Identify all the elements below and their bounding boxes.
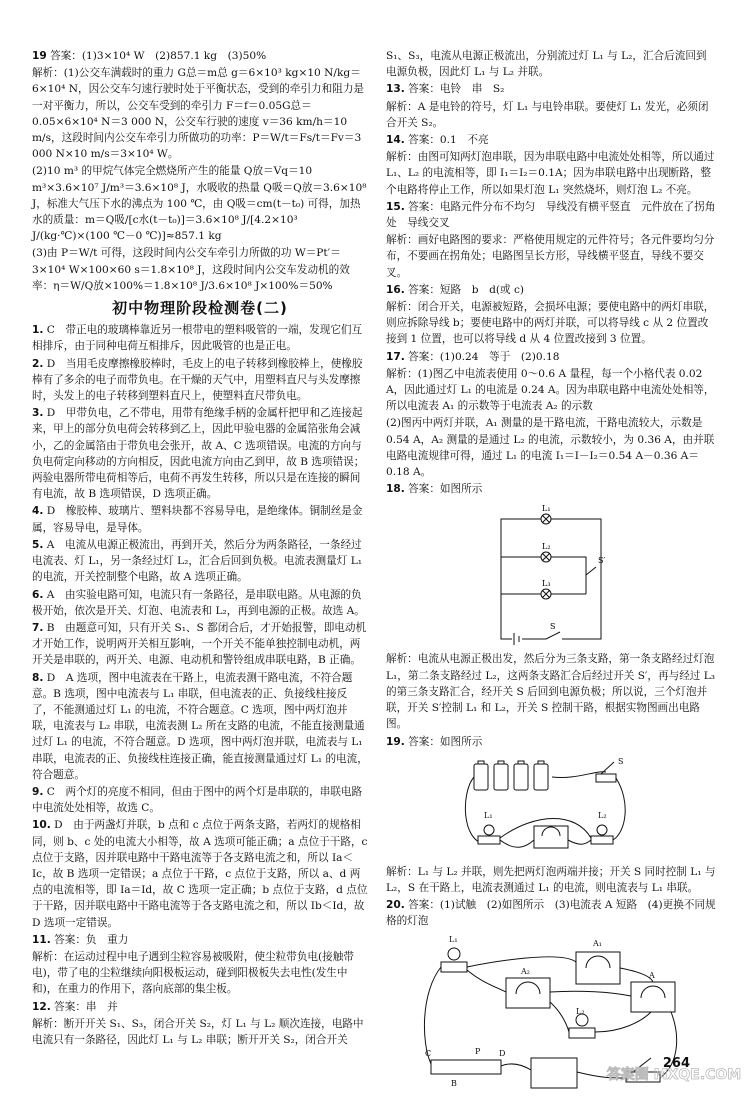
lamp-l1 <box>484 825 494 835</box>
item-text: 答案：(1)0.24 等于 (2)0.18 <box>408 350 560 363</box>
right-column <box>386 48 716 1104</box>
answer-item <box>32 817 368 930</box>
lamp-l1-base <box>441 962 467 972</box>
switch-base <box>596 774 616 782</box>
figure-label: L₁ <box>484 810 493 820</box>
item-text: 答案：电路元件分布不均匀 导线没有横平竖直 元件放在了拐角处 导线交叉 <box>386 200 716 230</box>
item-text: D 橡胶棒、玻璃片、塑料块都不容易导电，是绝缘体。铜制丝是金属，容易导电，是导体。 <box>32 505 363 534</box>
answer-item <box>386 149 716 198</box>
item-text: 解析：A 是电铃的符号，灯 L₁ 与电铃串联。要使灯 L₁ 发光，必须闭合开关 S₂。 <box>386 100 709 129</box>
lamp-l1 <box>448 948 460 960</box>
answer-item <box>32 784 368 816</box>
item-number: 10. <box>32 819 51 832</box>
answer-item <box>386 897 716 929</box>
item-number: 4. <box>32 505 44 518</box>
battery-cell <box>494 764 508 790</box>
item-text: 答案：如图所示 <box>408 483 483 496</box>
item-number: 17. <box>386 350 405 363</box>
item-number: 11. <box>32 933 51 946</box>
item-text: A 由实验电路可知，电流只有一条路径，是串联电路。从电源的负极开始，依次是开关、灯泡、电流表和 L₂，再到电源的正极。故选 A。 <box>32 588 365 617</box>
item-number: 12. <box>32 1000 51 1013</box>
figure-label: L₁ <box>542 504 551 514</box>
answer-item <box>32 48 368 64</box>
battery-cell <box>474 764 488 790</box>
figure-label: L₂ <box>598 810 607 820</box>
answer-item <box>32 65 368 162</box>
answer-item <box>386 366 716 415</box>
item-text: 解析：(1)图乙中电流表使用 0～0.6 A 量程，每一个小格代表 0.02 A，因此通过灯 L₁ 的电流是 0.24 A。因为串联电路中电流处处相等，所以电流表 A₁ 的示数等于电流表 A₂ 的示数 <box>386 367 715 413</box>
figure-label: S <box>618 756 624 766</box>
item-text: D 由于两盏灯并联，b 点和 c 点位于两条支路，若两灯的规格相同，则 b、c 处的电流大小相等，故 A 选项可能正确；a 点位于干路，c 点位于支路，因并联电路中干路电流等于各支路电流之和，所以 Ia＜Ic，故 B 选项一定错误；a 点位于干路，c 点位于支路，所以 a、d 两点的电流相等，即 Ia＝Id，故 C 选项一定正确；b 点位于支路，d 点位于干路，因并联电路中干路电流等于各支路电流之和，所以 Ib＜Id，故 D 选项一定错误。 <box>32 819 368 929</box>
item-text: 答案：短路 b d(或 c) <box>408 283 525 296</box>
answer-item <box>32 322 368 354</box>
battery-cell <box>514 764 528 790</box>
figure-label: S′ <box>598 556 606 566</box>
lamp-l2-base <box>569 1028 595 1038</box>
section-title: 初中物理阶段检测卷(二) <box>112 299 288 318</box>
answer-item <box>32 245 368 294</box>
answer-item <box>386 734 716 750</box>
watermark-text: 答案圈 MXQE.COM <box>606 1067 742 1083</box>
item-number: 19. <box>386 735 405 748</box>
figure-19-circuit <box>456 752 646 862</box>
battery-box <box>531 1058 577 1088</box>
item-text: 解析：L₁ 与 L₂ 并联，则先把两灯泡两端并接；开关 S 同时控制 L₁ 与 L₂，S 在干路上，电流表测通过 L₁ 的电流，则电流表与 L₁ 串联。 <box>386 865 716 894</box>
item-text: A 电流从电源正极流出，再到开关，然后分为两条路径，一条经过电流表、灯 L₁，另一条经过灯 L₂，汇合后回到负极。电流表测量灯 L₁ 的电流，开关控制整个电路，故 A 选项正确。 <box>32 538 362 584</box>
item-text: D 当用毛皮摩擦橡胶棒时，毛皮上的电子转移到橡胶棒上，使橡胶棒有了多余的电子而带负电。在干燥的天气中，用塑料直尺与头发摩擦时，头发上的电子转移到塑料直尺上，使塑料直尺带负电。 <box>32 357 363 403</box>
answer-item <box>32 356 368 405</box>
item-text: 解析：电流从电源正极出发，然后分为三条支路，第一条支路经过灯泡 L₁，第二条支路经过 L₂，这两条支路汇合后经过开关 S′，再与经过 L₃ 的第三条支路汇合，经开关 S 后回到电源负极；所以说，三个灯泡并联，开关 S′控制 L₁ 和 L₂，开关 S 控制干路，根据实物图画出电路图。 <box>386 653 716 731</box>
answer-item <box>386 864 716 896</box>
lamp-symbol <box>541 514 551 524</box>
item-text: (3)由 P＝W/t 可得，这段时间内公交车牵引力所做的功 W＝Pt′＝3×10⁴ W×100×60 s＝1.8×10⁸ J，这段时间内公交车发动机的效率：η＝W/Q放×100%＝1.8×10⁸ J/3.6×10⁸ J×100%＝50% <box>32 247 350 292</box>
answer-item <box>32 670 368 783</box>
answer-item <box>386 99 716 131</box>
answer-item <box>32 932 368 948</box>
item-text: C 两个灯的亮度不相同，但由于图中的两个灯是串联的，串联电路中电流处处相等，故选 C。 <box>32 785 363 815</box>
answer-item <box>386 651 716 732</box>
figure-label: B <box>451 1078 457 1088</box>
item-number: 1. <box>32 324 44 337</box>
answer-item <box>32 999 368 1015</box>
figure-label: A₁ <box>593 938 602 948</box>
item-number: 20. <box>386 899 405 912</box>
answer-item <box>386 199 716 231</box>
item-text: (2)10 m³ 的甲烷气体完全燃烧所产生的能量 Q放＝Vq＝10 m³×3.6×10⁷ J/m³＝3.6×10⁸ J，水吸收的热量 Q吸＝Q放＝3.6×10⁸ J，标准大气压下水的沸点为 100 ℃，由 Q吸＝cm(t－t₀) 可得，加热水的质量：m＝Q吸/[c水(t－t₀)]＝3.6×10⁸ J/[4.2×10³ J/(kg·℃)×(100 ℃－0 ℃)]≈857.1 kg <box>32 165 367 243</box>
switch-s-prime <box>586 567 596 575</box>
answer-item <box>386 481 716 497</box>
figure-label: L₃ <box>542 579 551 589</box>
left-column <box>32 48 368 1049</box>
answer-item <box>32 537 368 586</box>
answer-item <box>386 232 716 281</box>
answer-item <box>32 1016 368 1048</box>
figure-label: C <box>425 1048 432 1058</box>
answer-item <box>32 949 368 998</box>
ammeter-a1 <box>576 952 620 984</box>
figure-label: L₂ <box>576 1006 585 1016</box>
page-number: 264 <box>662 1056 690 1071</box>
answer-item <box>386 415 716 480</box>
item-text: 解析：在运动过程中电子遇到尘粒容易被吸附，使尘粒带负电(接触带电)，带了电的尘粒继续向阳极板运动，碰到阳极板失去电性(发生中和)，在重力的作用下，落向底部的集尘板。 <box>32 950 354 996</box>
item-text: D A 选项，图中电流表在干路上，电流表测干路电流，不符合题意。B 选项，图中电流表与 L₁ 串联，但电流表的正、负接线柱接反了，不能测通过灯 L₁ 的电流，不符合题意。C 选项，图中两灯泡并联，电流表与 L₂ 串联，电流表测 L₂ 所在支路的电流，不能直接测量通过灯 L₁ 的电流，不符合题意。D 选项，图中两灯泡并联，电流表与 L₁ 串联，电流表的正、负接线柱连接正确，能直接测量通过灯 L₁ 的电流，符合题意。 <box>32 671 368 781</box>
item-number: 7. <box>32 621 44 634</box>
item-number: 16. <box>386 283 405 296</box>
item-text: D 甲带负电，乙不带电，用带有绝缘手柄的金属杆把甲和乙连接起来，甲上的部分负电荷会转移到乙上，因此甲验电器的金属箔张角会减小，乙的金属箔由于带负电会张开，故 A、C 选项错误。电流的方向与负电荷定向移动的方向相反，因此电流方向由乙到甲，故 B 选项错误；两验电器所带电荷相等后，电荷不再发生转移，所以只是在连接的瞬间有电流，故 B 选项错误，D 选项正确。 <box>32 407 365 501</box>
answer-item <box>386 349 716 365</box>
answer-item <box>32 405 368 502</box>
item-text: 解析：(1)公交车满载时的重力 G总＝m总 g＝6×10³ kg×10 N/kg＝6×10⁴ N，因公交车匀速行驶时处于平衡状态，受到的牵引力和阻力是一对平衡力，所以，公交车受到的牵引力 F＝f＝0.05G总＝0.05×6×10⁴ N＝3 000 N，公交车行驶的速度 v＝36 km/h＝10 m/s，这段时间内公交车牵引力所做功的功率：P＝W/t＝Fs/t＝Fv＝3 000 N×10 m/s＝3×10⁴ W。 <box>32 67 365 161</box>
item-text: (2)图丙中两灯并联，A₁ 测量的是干路电流，干路电流较大，示数是 0.54 A，A₂ 测量的是通过 L₂ 的电流，示数较小，为 0.36 A，由并联电路电流规律可得，通过 L₁ 的电流 I₁＝I－I₂＝0.54 A－0.36 A＝0.18 A。 <box>386 417 715 479</box>
rheostat <box>431 1060 501 1074</box>
item-text: B 由题意可知，只有开关 S₁、S 都闭合后，才开始报警，即电动机才开始工作，说明两开关相互影响，一个开关不能单独控制电动机，两开关是串联的，两开关、电源、电动机和警铃组成串联电路，B 正确。 <box>32 621 367 667</box>
item-number: 13. <box>386 83 405 96</box>
figure-label: L₂ <box>542 542 551 552</box>
item-text: 答案：(1)试触 (2)如图所示 (3)电流表 A 短路 (4)更换不同规格的灯泡 <box>386 899 716 928</box>
item-text: 答案：(1)3×10⁴ W (2)857.1 kg (3)50% <box>50 50 267 62</box>
item-text: 答案：负 重力 <box>54 933 129 946</box>
figure-label: S <box>550 622 556 632</box>
item-text: 解析：闭合开关，电源被短路，会损坏电源；要使电路中的两灯串联，则应拆除导线 b；要使电路中的两灯并联，可以将导线 c 从 2 位置改接到 1 位置，也可以将导线 d 从 4 位置改接到 3 位置。 <box>386 301 715 346</box>
answer-item <box>32 620 368 669</box>
item-text: 解析：画好电路图的要求：严格使用规定的元件符号；各元件要均匀分布，不要画在拐角处；电路图呈长方形，导线横平竖直，导线不要交叉。 <box>386 234 715 279</box>
item-number: 9. <box>32 785 44 798</box>
figure-label: L₁ <box>449 934 458 944</box>
lamp-symbol <box>541 552 551 562</box>
lamp-l1-base <box>478 836 500 844</box>
answer-item <box>386 81 716 97</box>
item-number: 18. <box>386 483 405 496</box>
figure-label: D <box>499 1048 506 1058</box>
item-number: 15. <box>386 200 405 213</box>
answer-item <box>386 132 716 148</box>
item-text: 解析：由图可知两灯泡串联，因为串联电路中电流处处相等，所以通过 L₁、L₂ 的电流相等，即 I₁＝I₂＝0.1A；因为串联电路中出现断路，整个电路将停止工作，所以如果灯泡 L₁ 突然烧坏，则灯泡 L₂ 不亮。 <box>386 151 715 196</box>
watermark-logo <box>604 1041 744 1103</box>
figure-label: P <box>475 1046 481 1056</box>
lamp-symbol <box>541 589 551 599</box>
item-text: 答案：0.1 不亮 <box>408 134 489 147</box>
answer-item <box>386 299 716 348</box>
item-number: 2. <box>32 357 44 370</box>
item-text: C 带正电的玻璃棒靠近另一根带电的塑料吸管的一端，发现它们互相排斥，由于同种电荷互相排斥，因此吸管的也是正电。 <box>32 324 363 353</box>
answer-item <box>386 48 716 80</box>
item-number: 19 <box>32 50 47 62</box>
item-number: 5. <box>32 538 44 551</box>
figure-label: A₂ <box>521 966 530 976</box>
lamp-l2 <box>597 825 607 835</box>
answer-item <box>32 163 368 244</box>
item-number: 14. <box>386 134 405 147</box>
ammeter <box>534 826 568 848</box>
figure-label: A <box>649 970 655 980</box>
answer-item <box>386 282 716 298</box>
item-text: 答案：串 并 <box>54 1000 118 1013</box>
figure-18-circuit <box>486 499 616 649</box>
item-text: 答案：电铃 串 S₂ <box>408 83 505 96</box>
item-text: 答案：如图所示 <box>408 735 483 748</box>
item-text: S₁、S₃，电流从电源正极流出，分别流过灯 L₁ 与 L₂，汇合后流回到电源负极，因此灯 L₁ 与 L₂ 并联。 <box>386 50 707 79</box>
item-number: 8. <box>32 671 44 684</box>
answer-item <box>32 503 368 535</box>
item-text: 解析：断开开关 S₁、S₃，闭合开关 S₂，灯 L₁ 与 L₂ 顺次连接，电路中电流只有一条路径，因此灯 L₁ 与 L₂ 串联；断开开关 S₂，闭合开关 <box>32 1017 364 1046</box>
item-number: 6. <box>32 588 44 601</box>
answer-item <box>32 587 368 619</box>
item-number: 3. <box>32 407 44 420</box>
lamp-l2-base <box>591 836 613 844</box>
battery-cell <box>534 764 548 790</box>
